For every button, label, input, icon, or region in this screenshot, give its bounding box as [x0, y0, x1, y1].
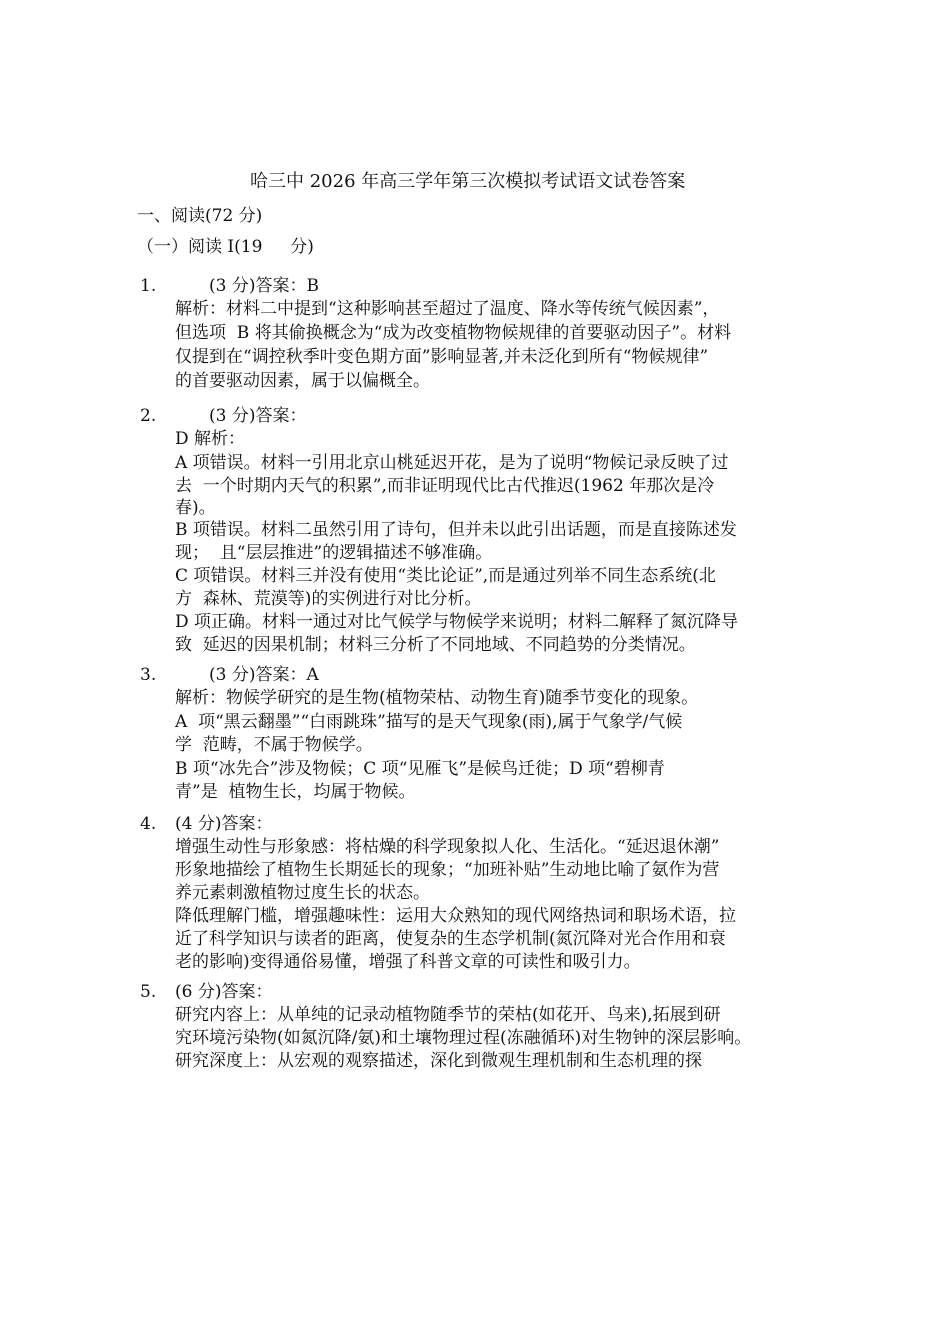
- document-title: 哈三中 2026 年高三学年第三次模拟考试语文试卷答案: [250, 171, 686, 192]
- answer-line: 现； 且“层层推进”的逻辑描述不够准确。: [175, 543, 493, 563]
- answer-line: 学 范畴，不属于物候学。: [175, 735, 373, 755]
- answer-line: 研究深度上：从宏观的观察描述，深化到微观生理机制和生态机理的探: [175, 1051, 702, 1071]
- answer-line: 解析：材料二中提到“这种影响甚至超过了温度、降水等传统气候因素”，: [175, 299, 720, 319]
- answer-line: 致 延迟的因果机制；材料三分析了不同地域、不同趋势的分类情况。: [175, 635, 696, 655]
- answer-line: (6 分)答案：: [175, 982, 273, 1002]
- section-heading: 一、阅读(72 分): [137, 206, 263, 226]
- answer-line: 究环境污染物(如氮沉降/氨)和土壤物理过程(冻融循环)对生物钟的深层影响。: [175, 1028, 752, 1048]
- answer-line: 青”是 植物生长，均属于物候。: [175, 782, 416, 802]
- answer-line: 春)。: [175, 498, 216, 518]
- answer-line: 方 森林、荒漠等)的实例进行对比分析。: [175, 589, 482, 609]
- answer-line: D 解析：: [175, 429, 246, 449]
- answer-line: 解析：物候学研究的是生物(植物荣枯、动物生育)随季节变化的现象。: [175, 688, 699, 708]
- subsection-heading: （一）阅读 I(19 分): [137, 237, 314, 257]
- answer-line: 近了科学知识与读者的距离，使复杂的生态学机制(氮沉降对光合作用和衰: [175, 929, 726, 949]
- answer-line: C 项错误。材料三并没有使用“类比论证”,而是通过列举不同生态系统(北: [175, 566, 716, 586]
- answer-line: (4 分)答案：: [175, 814, 273, 834]
- answer-line: 去 一个时期内天气的积累”,而非证明现代比古代推迟(1962 年那次是冷: [175, 476, 715, 496]
- answer-line: 增强生动性与形象感：将枯燥的科学现象拟人化、生活化。“延迟退休潮”: [175, 837, 720, 857]
- answer-line: (3 分)答案：B: [175, 276, 319, 296]
- answer-line: 老的影响)变得通俗易懂，增强了科普文章的可读性和吸引力。: [175, 952, 641, 972]
- question-number: 1.: [140, 276, 157, 296]
- question-number: 4.: [140, 814, 157, 834]
- answer-line: 形象地描绘了植物生长期延长的现象；“加班补贴”生动地比喻了氨作为营: [175, 860, 720, 880]
- answer-line: 研究内容上：从单纯的记录动植物随季节的荣枯(如花开、鸟来),拓展到研: [175, 1005, 721, 1025]
- answer-line: B 项错误。材料二虽然引用了诗句，但并未以此引出话题，而是直接陈述发: [175, 520, 737, 540]
- answer-line: 养元素刺激植物过度生长的状态。: [175, 883, 430, 903]
- answer-line: 的首要驱动因素，属于以偏概全。: [175, 371, 430, 391]
- answer-line: 仅提到在“调控秋季叶变色期方面”影响显著,并未泛化到所有“物候规律”: [175, 347, 709, 367]
- question-number: 2.: [140, 406, 157, 426]
- answer-line: 降低理解门槛，增强趣味性：运用大众熟知的现代网络热词和职场术语，拉: [175, 906, 736, 926]
- answer-line: 但选项 B 将其偷换概念为“成为改变植物物候规律的首要驱动因子”。材料: [175, 323, 732, 343]
- answer-line: A 项错误。材料一引用北京山桃延迟开花，是为了说明“物候记录反映了过: [175, 453, 729, 473]
- answer-line: D 项正确。材料一通过对比气候学与物候学来说明；材料二解释了氮沉降导: [175, 612, 739, 632]
- answer-line: (3 分)答案：: [175, 406, 307, 426]
- question-number: 5.: [140, 982, 157, 1002]
- question-number: 3.: [140, 665, 157, 685]
- answer-line: B 项“冰先合”涉及物候；C 项“见雁飞”是候鸟迁徙；D 项“碧柳青: [175, 759, 665, 779]
- answer-line: A 项“黑云翻墨”“白雨跳珠”描写的是天气现象(雨),属于气象学/气候: [175, 712, 683, 732]
- answer-line: (3 分)答案：A: [175, 665, 319, 685]
